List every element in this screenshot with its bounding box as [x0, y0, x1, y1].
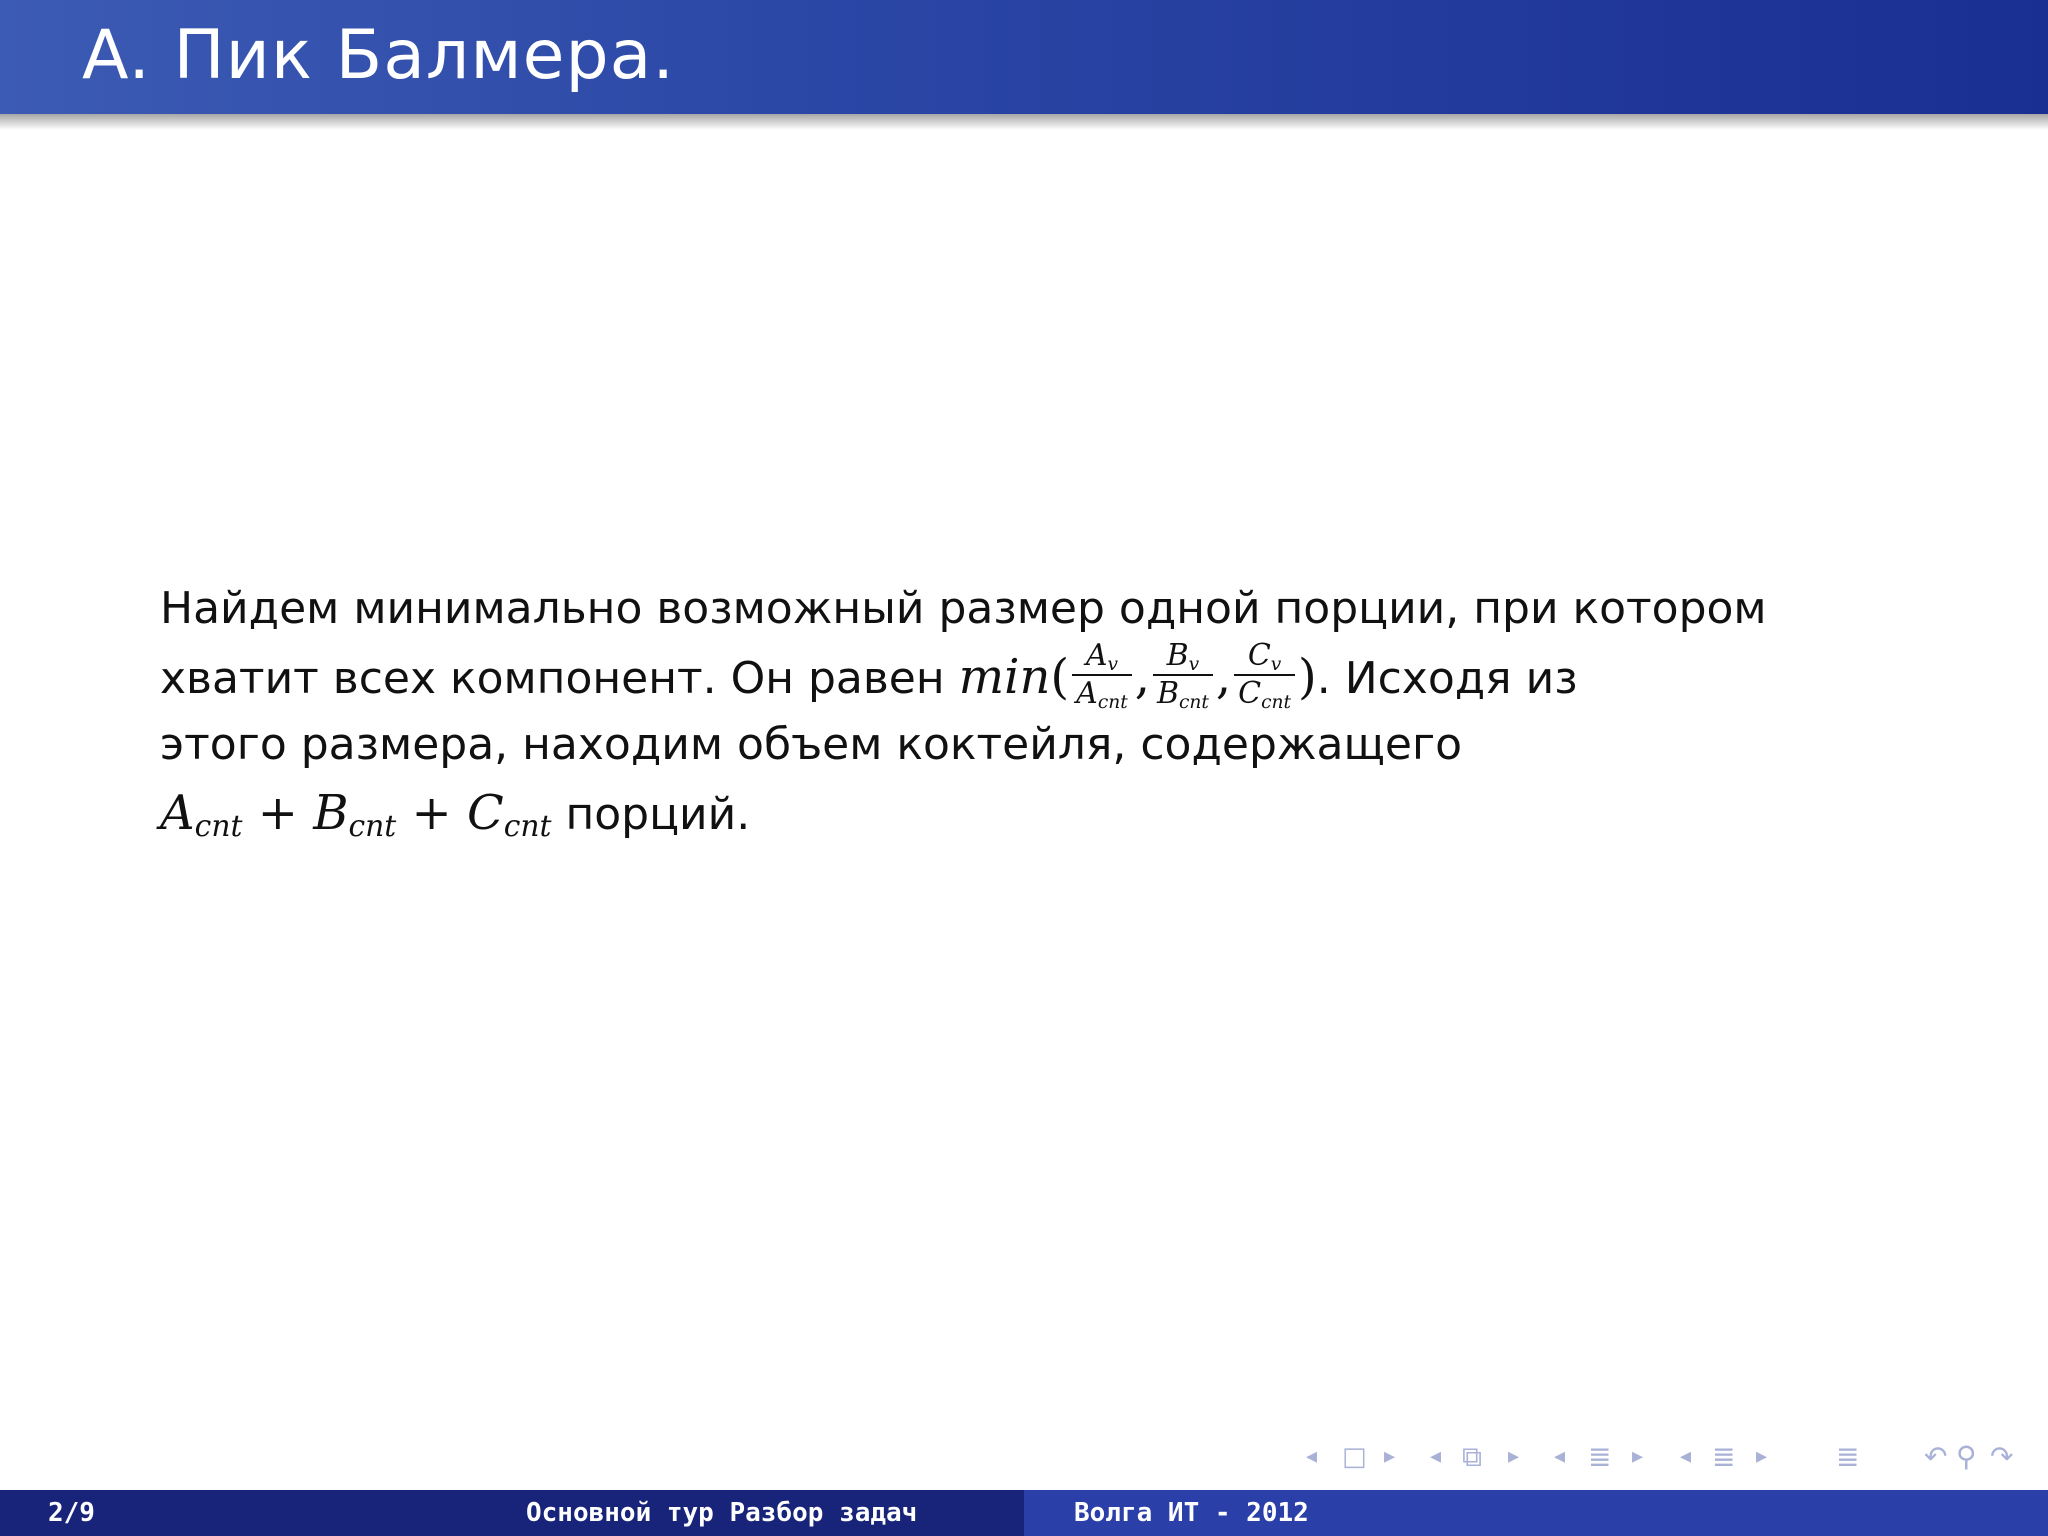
nav-back-icon[interactable]: ↶ [1924, 1440, 1948, 1473]
nav-forward-icon[interactable]: ↷ [1990, 1440, 2014, 1473]
body-line-3: этого размера, находим объем коктейля, содержащего [160, 719, 1463, 770]
slide-body [160, 575, 1920, 847]
nav-search-icon[interactable]: ⚲ [1956, 1440, 1977, 1473]
body-line-2: хватит всех компонент. Он равен min( $\frac{A_v}{A_{cnt}}$ , $\frac{B_v}{B_{cnt}}$ , $\frac{C_v}{C_{cnt}}$ ). Исходя из [160, 638, 1578, 713]
nav-prev-frame-icon[interactable]: ◂ [1306, 1444, 1318, 1469]
title-bar [0, 0, 2048, 114]
footer-page-number: 2/9 [48, 1498, 95, 1528]
body-line-2-prefix: хватит всех компонент. Он равен [160, 653, 959, 704]
slide-title: A. Пик Балмера. [82, 16, 675, 95]
nav-frame-icon[interactable]: □ [1342, 1442, 1367, 1472]
nav-section-icon[interactable]: ≣ [1588, 1440, 1612, 1473]
min-function: min( [958, 649, 1070, 705]
nav-doc-icon[interactable]: ≣ [1712, 1440, 1736, 1473]
body-line-4 [160, 779, 1920, 847]
nav-prev-subsection-icon[interactable]: ◂ [1430, 1444, 1442, 1469]
fraction-c: $\frac{C_v}{C_{cnt}}$ [1234, 640, 1295, 710]
fraction-a: $\frac{A_v}{A_{cnt}}$ [1072, 640, 1132, 710]
footer-event: Волга ИТ - 2012 [1074, 1498, 1309, 1528]
sum-formula: $A_{cnt} + B_{cnt} + C_{cnt}$ [160, 785, 552, 845]
min-label: min [958, 649, 1051, 705]
nav-prev-doc-icon[interactable]: ◂ [1680, 1444, 1692, 1469]
footer-section: Основной тур Разбор задач [526, 1498, 918, 1528]
nav-next-subsection-icon[interactable]: ▸ [1508, 1444, 1520, 1469]
nav-next-section-icon[interactable]: ▸ [1632, 1444, 1644, 1469]
body-line-4-suffix: порций. [551, 789, 751, 840]
footer [0, 1490, 2048, 1536]
nav-prev-section-icon[interactable]: ◂ [1554, 1444, 1566, 1469]
nav-appendix-icon[interactable]: ≣ [1836, 1440, 1860, 1473]
nav-next-doc-icon[interactable]: ▸ [1756, 1444, 1768, 1469]
fraction-b: $\frac{B_v}{B_{cnt}}$ [1153, 640, 1213, 710]
title-shadow [0, 114, 2048, 130]
body-line-2-suffix: . Исходя из [1316, 653, 1578, 704]
nav-subsection-icon[interactable]: ⧉ [1462, 1440, 1482, 1473]
body-line-1: Найдем минимально возможный размер одной порции, при котором [160, 583, 1767, 634]
nav-next-frame-icon[interactable]: ▸ [1384, 1444, 1396, 1469]
